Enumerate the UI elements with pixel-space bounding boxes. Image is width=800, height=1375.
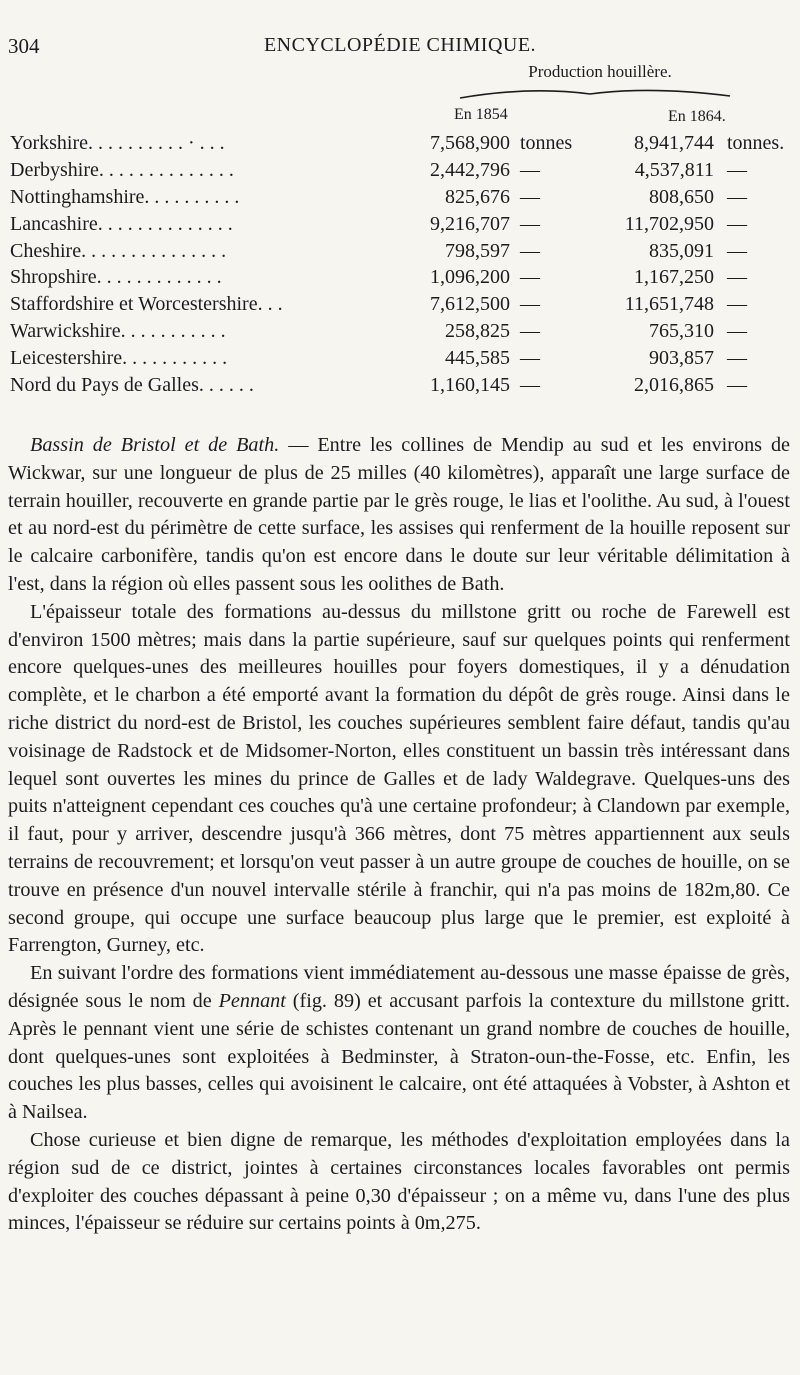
unit-1854: — <box>520 185 540 208</box>
unit-1864: — <box>727 158 747 181</box>
page-number: 304 <box>8 34 40 58</box>
region-name: Shropshire. . . . . . . . . . . . . <box>10 266 222 289</box>
table-row <box>0 374 800 401</box>
region-name: Staffordshire et Worcestershire. . . <box>10 293 283 316</box>
unit-1854: — <box>520 266 540 289</box>
unit-1864: — <box>727 374 747 397</box>
region-name: Leicestershire. . . . . . . . . . . <box>10 347 228 370</box>
unit-1854: tonnes <box>520 132 573 154</box>
value-1854: 258,825 <box>445 320 510 343</box>
value-1864: 4,537,811 <box>634 158 714 181</box>
table-row <box>0 186 800 213</box>
paragraph <box>8 960 790 1127</box>
value-1854: 1,096,200 <box>430 266 510 289</box>
unit-1864: — <box>727 185 747 208</box>
value-1854: 445,585 <box>445 347 510 370</box>
running-title: ENCYCLOPÉDIE CHIMIQUE. <box>263 34 537 56</box>
region-name: Derbyshire. . . . . . . . . . . . . . <box>10 158 234 181</box>
region-name: Yorkshire. . . . . . . . . . · . . . <box>10 132 225 154</box>
column-header-1854: En 1854 <box>454 106 508 123</box>
table-row <box>0 293 800 320</box>
unit-1854: — <box>520 374 540 397</box>
value-1864: 8,941,744 <box>634 132 714 154</box>
unit-1864: — <box>727 239 747 262</box>
table-row <box>0 266 800 293</box>
unit-1854: — <box>520 320 540 343</box>
paragraph-text: (fig. 89) et accusant parfois la contexture du millstone gritt. Après le pennant vient une série de schistes contenant un grand nombre de couches de houille, dont quelques-unes sont exploitées à Bedminster, à Straton-oun-the-Fosse, etc. Enfin, les couches les plus basses, celles qui avoisinent le calcaire, ont été attaquées à Vobster, à Ashton et à Nailsea. <box>8 989 790 1124</box>
unit-1854: — <box>520 239 540 262</box>
value-1854: 9,216,707 <box>430 212 510 235</box>
value-1864: 903,857 <box>649 347 714 370</box>
paragraph-text: En suivant l'ordre des formations vient immédiatement au-dessous une masse épaisse de grès, désignée sous le nom de <box>8 962 790 1012</box>
value-1864: 808,650 <box>649 185 714 208</box>
unit-1864: — <box>727 266 747 289</box>
value-1864: 1,167,250 <box>634 266 714 289</box>
caption-brace <box>440 84 740 102</box>
unit-1864: — <box>727 212 747 235</box>
value-1864: 765,310 <box>649 320 714 343</box>
paragraph-text: — Entre les collines de Mendip au sud et les environs de Wickwar, sur une longueur de plus de 25 milles (40 kilomètres), apparaît une large surface de terrain houiller, recouverte en grande partie par le grès rouge, le lias et l'oolithe. Au sud, à l'ouest et au nord-est du périmètre de cette surface, les assises qui renferment de la houille reposent sur le calcaire carbonifère, tandis qu'on est encore dans le doute sur leur véritable délimitation à l'est, dans la région où elles passent sous les oolithes de Bath. <box>8 434 790 595</box>
value-1864: 2,016,865 <box>634 374 714 397</box>
value-1854: 7,612,500 <box>430 293 510 316</box>
italic-term: Pennant <box>218 989 286 1012</box>
table-caption: Production houillère. <box>528 62 672 81</box>
paragraph <box>8 432 790 599</box>
unit-1864: tonnes. <box>727 132 785 154</box>
table-row <box>0 240 800 267</box>
region-name: Nottinghamshire. . . . . . . . . . <box>10 185 240 208</box>
value-1854: 1,160,145 <box>430 374 510 397</box>
value-1864: 835,091 <box>649 239 714 262</box>
unit-1864: — <box>727 347 747 370</box>
value-1864: 11,651,748 <box>624 293 714 316</box>
section-heading: Bassin de Bristol et de Bath. <box>30 434 280 456</box>
paragraph: Chose curieuse et bien digne de remarque, les méthodes d'exploitation employées dans la région sud de ce district, jointes à certaines circonstances locales favorables ont permis d'exploiter des couches dépassant à peine 0,30 d'épaisseur ; on a même vu, dans l'une des plus minces, l'épaisseur se réduire sur certains points à 0m,275. <box>8 1128 790 1235</box>
unit-1854: — <box>520 293 540 316</box>
region-name: Lancashire. . . . . . . . . . . . . . <box>10 212 233 235</box>
unit-1854: — <box>520 347 540 370</box>
production-table <box>0 132 800 401</box>
table-row <box>0 132 800 159</box>
column-header-1864: En 1864. <box>668 108 726 125</box>
value-1864: 11,702,950 <box>624 212 714 235</box>
paragraph: L'épaisseur totale des formations au-dessus du millstone gritt ou roche de Farewell est d'environ 1500 mètres; mais dans la partie supérieure, sauf sur quelques points qui renferment encore quelques-unes des meilleures houilles pour foyers domestiques, il y a dénudation complète, et le charbon a été emporté avant la formation du dépôt de grès rouge. Ainsi dans le riche district du nord-est de Bristol, les couches supérieures semblent faire défaut, tandis qu'au voisinage de Radstock et de Midsomer-Norton, elles constituent un bassin très intéressant dans lequel sont ouvertes les mines du prince de Galles et de lady Waldegrave. Quelques-uns des puits n'atteignent cependant ces couches qu'à une certaine profondeur; à Clandown par exemple, il faut, pour y arriver, descendre jusqu'à 366 mètres, dont 75 mètres appartiennent aux seuls terrains de recouvrement; et lorsqu'on veut passer à un autre groupe de couches de houille, on se trouve en présence d'un nouvel intervalle stérile à franchir, qui n'a pas moins de 182m,80. Ce second groupe, qui occupe une surface beaucoup plus large que le premier, est exploité à Farrengton, Gurney, etc. <box>8 600 790 957</box>
region-name: Cheshire. . . . . . . . . . . . . . . <box>10 239 227 262</box>
unit-1854: — <box>520 212 540 235</box>
value-1854: 2,442,796 <box>430 158 510 181</box>
body-text <box>8 432 790 1238</box>
region-name: Nord du Pays de Galles. . . . . . <box>10 374 254 397</box>
unit-1864: — <box>727 293 747 316</box>
value-1854: 7,568,900 <box>430 132 510 154</box>
value-1854: 825,676 <box>445 185 510 208</box>
table-row <box>0 213 800 240</box>
table-row <box>0 347 800 374</box>
unit-1854: — <box>520 158 540 181</box>
region-name: Warwickshire. . . . . . . . . . . <box>10 320 226 343</box>
table-row <box>0 159 800 186</box>
table-row <box>0 320 800 347</box>
value-1854: 798,597 <box>445 239 510 262</box>
running-head <box>0 30 800 60</box>
unit-1864: — <box>727 320 747 343</box>
